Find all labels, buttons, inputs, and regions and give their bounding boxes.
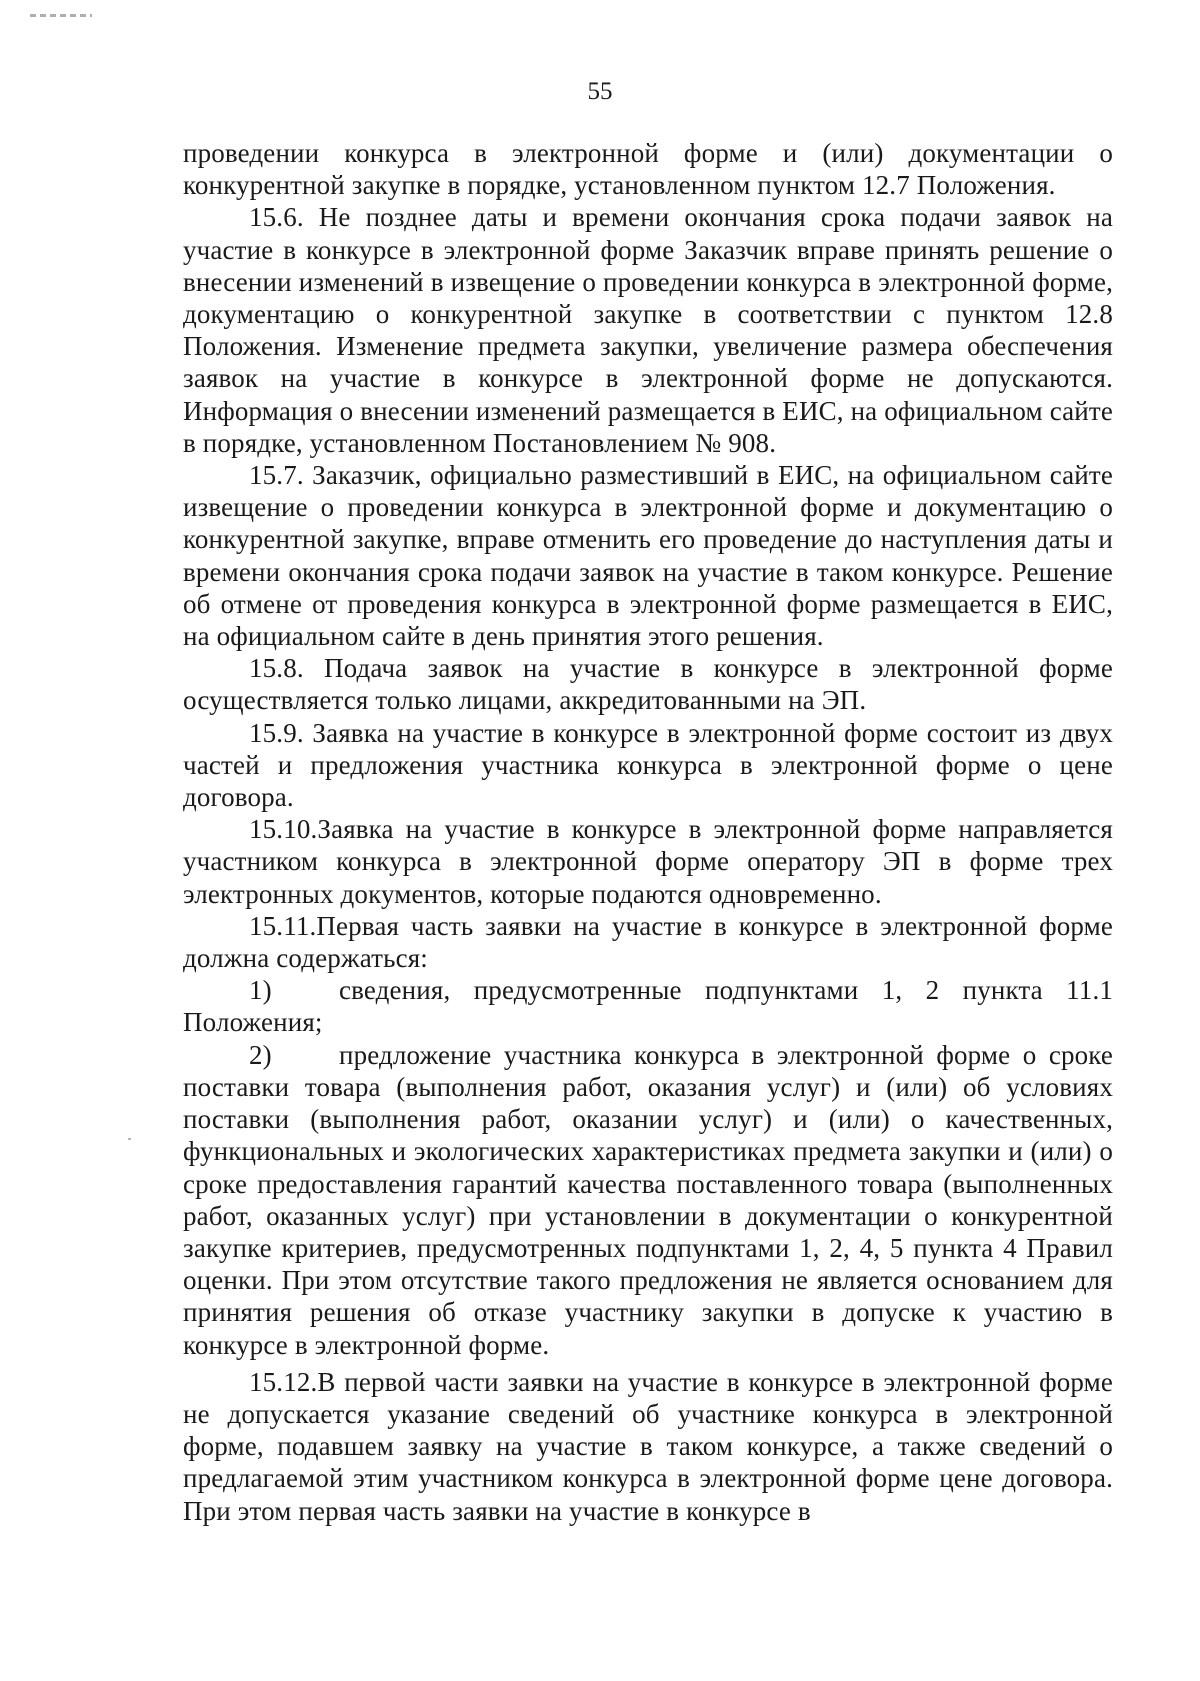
paragraph-15-12: 15.12.В первой части заявки на участие в конкурсе в электронной форме не допускается указание сведений об участнике конкурса в электронной форме, подавшем заявку на участие в таком конкурсе, а также сведений о предлагаемой этим участником конкурса в электронной форме цене договора. При этом первая часть заявки на участие в конкурсе в: [183, 1366, 1113, 1526]
paragraph-continuation: проведении конкурса в электронной форме и (или) документации о конкурентной закупке в порядке, установленном пунктом 12.7 Положения.: [183, 138, 1113, 201]
list-marker-1: 1): [249, 975, 272, 1006]
page-number: 55: [587, 78, 613, 105]
list-item-1: [183, 974, 1113, 1038]
paragraph-15-6: 15.6. Не позднее даты и времени окончания срока подачи заявок на участие в конкурсе в электронной форме Заказчик вправе принять решение о внесении изменений в извещение о проведении конкурса в электронной форме, документацию о конкурентной закупке в соответствии с пунктом 12.8 Положения. Изменение предмета закупки, увеличение размера обеспечения заявок на участие в конкурсе в электронной форме не допускаются. Информация о внесении изменений размещается в ЕИС, на официальном сайте в порядке, установленном Постановлением № 908.: [183, 202, 1113, 458]
paragraph-15-11: 15.11.Первая часть заявки на участие в конкурсе в электронной форме должна содержаться:: [183, 910, 1113, 974]
list-item-2: [183, 1039, 1113, 1361]
scan-artifact-mark: [30, 14, 92, 17]
scan-artifact-tick: [128, 1138, 131, 1140]
paragraph-15-7: 15.7. Заказчик, официально разместивший в ЕИС, на официальном сайте извещение о проведении конкурса в электронной форме и документацию о конкурентной закупке, вправе отменить его проведение до наступления даты и времени окончания срока подачи заявок на участие в таком конкурсе. Решение об отмене от проведения конкурса в электронной форме размещается в ЕИС, на официальном сайте в день принятия этого решения.: [183, 460, 1113, 652]
paragraph-15-10: 15.10.Заявка на участие в конкурсе в электронной форме направляется участником конкурса в электронной форме оператору ЭП в форме трех электронных документов, которые подаются одновременно.: [183, 814, 1113, 909]
paragraph-15-9: 15.9. Заявка на участие в конкурсе в электронной форме состоит из двух частей и предложения участника конкурса в электронной форме о цене договора.: [183, 717, 1113, 813]
list-text-1: сведения, предусмотренные подпунктами 1, 2 пункта 11.1 Положения;: [183, 975, 1113, 1038]
document-body: [183, 137, 1113, 1527]
list-marker-2: 2): [249, 1039, 272, 1070]
paragraph-15-8: 15.8. Подача заявок на участие в конкурсе в электронной форме осуществляется только лицами, аккредитованными на ЭП.: [183, 653, 1113, 716]
list-text-2: предложение участника конкурса в электронной форме о сроке поставки товара (выполнения работ, оказания услуг) и (или) об условиях поставки (выполнения работ, оказании услуг) и (или) о качественных, функциональных и экологических характеристиках предмета закупки и (или) о сроке предоставления гарантий качества поставленного товара (выполненных работ, оказанных услуг) при установлении в документации о конкурентной закупке критериев, предусмотренных подпунктами 1, 2, 4, 5 пункта 4 Правил оценки. При этом отсутствие такого предложения не является основанием для принятия решения об отказе участнику закупки в допуске к участию в конкурсе в электронной форме.: [183, 1039, 1113, 1360]
